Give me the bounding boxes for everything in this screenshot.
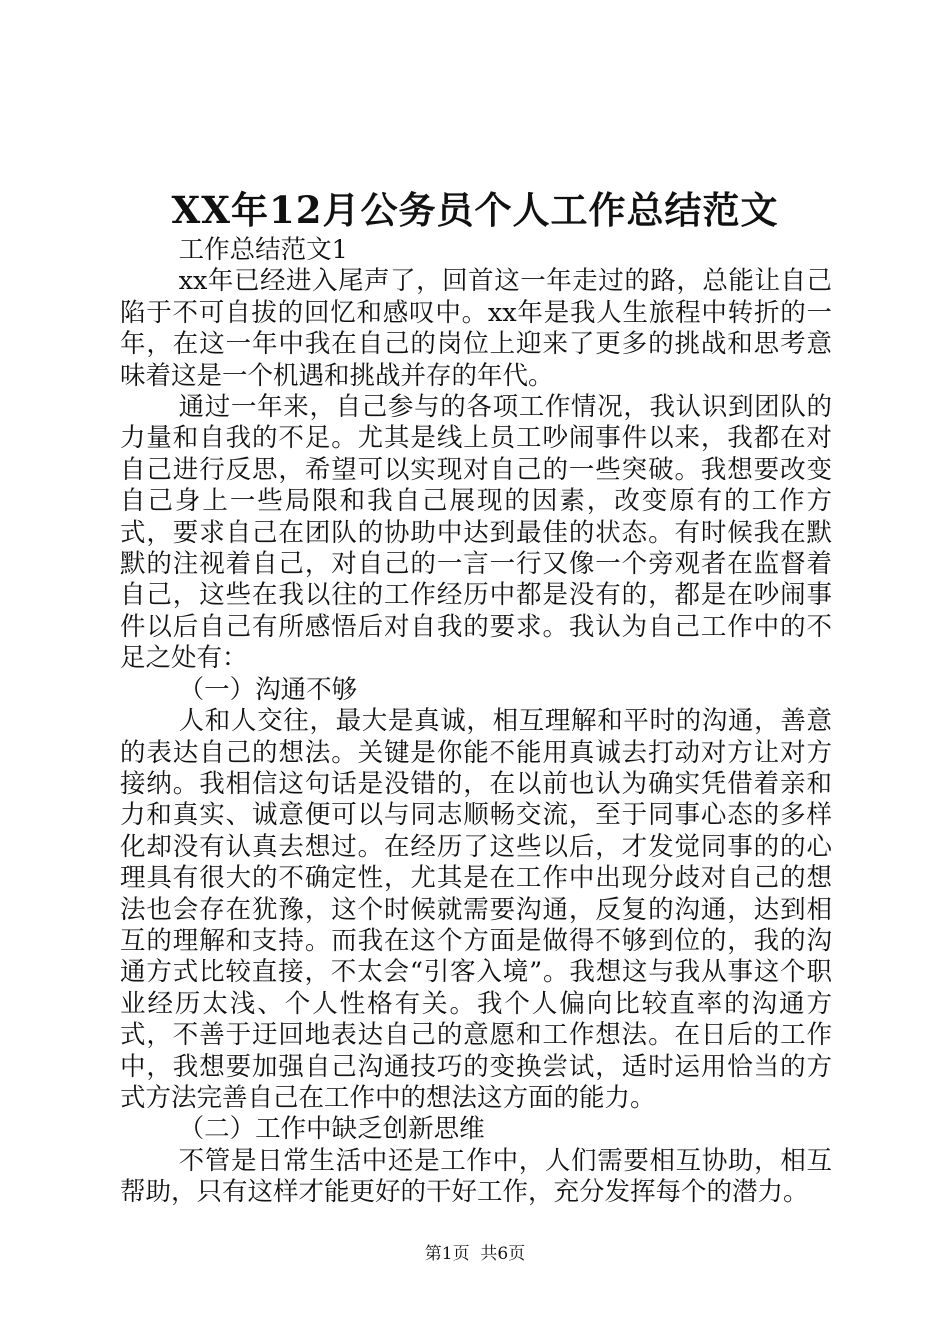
document-title: XX年12月公务员个人工作总结范文 <box>171 188 779 232</box>
subsection-heading: （一）沟通不够 <box>178 674 358 705</box>
page-footer: 第1页 共6页 <box>424 1244 526 1264</box>
body-paragraph: xx年已经进入尾声了，回首这一年走过的路，总能让自己陷于不可自拔的回忆和感叹中。xx年是我人生旅程中转折的一年，在这一年中我在自己的岗位上迎来了更多的挑战和思考意味着这是一个机遇和挑战并存的年代。 <box>120 266 832 391</box>
body-paragraph: 不管是日常生活中还是工作中，人们需要相互协助，相互帮助，只有这样才能更好的干好工作，充分发挥每个的潜力。 <box>120 1145 832 1208</box>
body-paragraph: 通过一年来，自己参与的各项工作情况，我认识到团队的力量和自我的不足。尤其是线上员工吵闹事件以来，我都在对自己进行反思，希望可以实现对自己的一些突破。我想要改变自己身上一些局限和我自己展现的因素，改变原有的工作方式，要求自己在团队的协助中达到最佳的状态。有时候我在默默的注视着自己，对自己的一言一行又像一个旁观者在监督着自己，这些在我以往的工作经历中都是没有的，都是在吵闹事件以后自己有所感悟后对自我的要求。我认为自己工作中的不足之处有： <box>120 392 832 674</box>
document-body <box>120 235 832 1209</box>
subsection-heading: （二）工作中缺乏创新思维 <box>178 1114 485 1145</box>
body-paragraph: 人和人交往，最大是真诚，相互理解和平时的沟通，善意的表达自己的想法。关键是你能不能用真诚去打动对方让对方接纳。我相信这句话是没错的，在以前也认为确实凭借着亲和力和真实、诚意便可以与同志顺畅交流，至于同事心态的多样化却没有认真去想过。在经历了这些以后，才发觉同事的的心理具有很大的不确定性，尤其是在工作中出现分歧对自己的想法也会存在犹豫，这个时候就需要沟通，反复的沟通，达到相互的理解和支持。而我在这个方面是做得不够到位的，我的沟通方式比较直接，不太会“引客入境”。我想这与我从事这个职业经历太浅、个人性格有关。我个人偏向比较直率的沟通方式，不善于迂回地表达自己的意愿和工作想法。在日后的工作中，我想要加强自己沟通技巧的变换尝试，适时运用恰当的方式方法完善自己在工作中的想法这方面的能力。 <box>120 706 832 1113</box>
section-heading: 工作总结范文1 <box>178 235 348 265</box>
